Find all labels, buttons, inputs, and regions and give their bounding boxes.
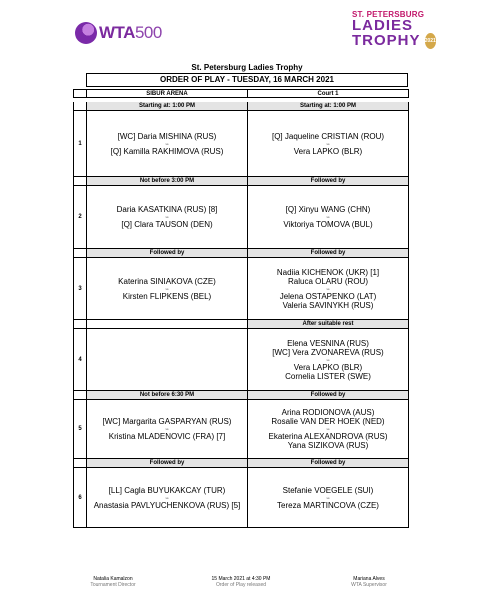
schedule-label: After suitable rest	[248, 320, 409, 329]
schedule-label-row	[73, 459, 409, 468]
player-name: Yana SIZIKOVA (RUS)	[287, 441, 369, 450]
schedule-label-row	[73, 177, 409, 186]
match-row	[73, 329, 409, 391]
footer-left-role: Tournament Director	[90, 582, 136, 588]
player-name: Ekaterina ALEXANDROVA (RUS)	[268, 432, 388, 441]
versus-label: vs	[326, 495, 330, 500]
match-row-number: 3	[73, 258, 87, 320]
versus-label: vs	[165, 427, 169, 431]
schedule-label-row	[73, 391, 409, 400]
player-name: [LL] Cagla BUYUKAKCAY (TUR)	[108, 485, 226, 495]
versus-label: vs	[165, 286, 169, 291]
player-name: [Q] Jaqueline CRISTIAN (ROU)	[271, 131, 385, 141]
match-row	[73, 468, 409, 528]
wta-logo-text: WTA	[99, 23, 135, 42]
match-row	[73, 400, 409, 459]
versus-label: vs	[326, 427, 330, 431]
schedule-label-row	[73, 102, 409, 111]
wta-logo-number: 500	[134, 23, 162, 42]
match-cell-sibur-arena	[87, 329, 248, 391]
schedule-label	[87, 320, 248, 329]
label-row-number-cell	[73, 102, 87, 111]
footer-right-role: WTA Supervisor	[351, 582, 387, 588]
player-name: Anastasia PAVLYUCHENKOVA (RUS) [5]	[93, 500, 241, 510]
match-cell-court-1	[248, 468, 409, 528]
wta-logo-icon	[75, 22, 97, 44]
player-name: Nadiia KICHENOK (UKR) [1]	[276, 267, 380, 277]
player-name: Stefanie VOEGELE (SUI)	[282, 485, 374, 495]
player-name: Rosalie VAN DER HOEK (NED)	[271, 417, 385, 426]
match-cell-court-1	[248, 111, 409, 177]
event-logo-line3: TROPHY	[352, 32, 421, 49]
match-row-number: 5	[73, 400, 87, 459]
court-header-sibur-arena: SIBUR ARENA	[87, 89, 248, 98]
label-row-number-cell	[73, 391, 87, 400]
player-name: [Q] Clara TAUSON (DEN)	[121, 220, 213, 229]
player-name: Vera LAPKO (BLR)	[293, 362, 363, 372]
schedule-label-row	[73, 320, 409, 329]
player-name: Jelena OSTAPENKO (LAT)	[279, 291, 377, 301]
player-name: [WC] Vera ZVONAREVA (RUS)	[272, 347, 384, 357]
wta-500-logo	[75, 18, 162, 48]
schedule-label: Followed by	[248, 249, 409, 258]
event-logo-line2: LADIES	[352, 17, 414, 34]
versus-label: vs	[165, 215, 169, 219]
player-name: [WC] Margarita GASPARYAN (RUS)	[102, 417, 232, 426]
row-number-header	[73, 89, 87, 98]
player-name: Cornelia LISTER (SWE)	[285, 371, 371, 381]
player-name: Elena VESNINA (RUS)	[287, 338, 369, 348]
player-name: Kirsten FLIPKENS (BEL)	[122, 291, 212, 301]
player-name: [WC] Daria MISHINA (RUS)	[117, 131, 217, 141]
match-row	[73, 111, 409, 177]
tournament-title: St. Petersburg Ladies Trophy	[191, 63, 303, 72]
footer-release-date: 15 March 2021 at 4:30 PM	[211, 576, 271, 582]
player-name: [Q] Xinyu WANG (CHN)	[285, 205, 371, 214]
match-row	[73, 258, 409, 320]
order-of-play-subtitle: ORDER OF PLAY - TUESDAY, 16 MARCH 2021	[86, 73, 408, 87]
player-name: Viktoriya TOMOVA (BUL)	[283, 220, 373, 229]
match-cell-sibur-arena	[87, 186, 248, 249]
label-row-number-cell	[73, 320, 87, 329]
event-logo-year-badge: 2021	[425, 33, 436, 49]
footer-release-note: Order of Play released	[215, 582, 267, 588]
match-cell-sibur-arena	[87, 258, 248, 320]
match-cell-court-1	[248, 258, 409, 320]
match-row-number: 2	[73, 186, 87, 249]
label-row-number-cell	[73, 249, 87, 258]
label-row-number-cell	[73, 177, 87, 186]
st-petersburg-ladies-trophy-logo	[352, 10, 436, 49]
schedule-label-row	[73, 249, 409, 258]
player-name: Katerina SINIAKOVA (CZE)	[118, 276, 216, 286]
schedule-label: Not before 6:30 PM	[87, 391, 248, 400]
versus-label: vs	[326, 357, 330, 362]
player-name: Daria KASATKINA (RUS) [8]	[116, 205, 218, 214]
match-row	[73, 186, 409, 249]
player-name: Arina RODIONOVA (AUS)	[281, 408, 375, 417]
match-cell-court-1	[248, 400, 409, 459]
event-logo-line1: ST. PETERSBURG	[352, 10, 425, 19]
match-cell-sibur-arena	[87, 111, 248, 177]
versus-label: vs	[326, 215, 330, 219]
order-of-play-grid	[73, 89, 409, 528]
footer-right-name: Mariana Alves	[353, 576, 385, 582]
player-name: Vera LAPKO (BLR)	[293, 146, 363, 156]
schedule-label: Not before 3:00 PM	[87, 177, 248, 186]
match-cell-court-1	[248, 329, 409, 391]
player-name: Valeria SAVINYKH (RUS)	[282, 300, 374, 310]
label-row-number-cell	[73, 459, 87, 468]
page-header	[0, 0, 492, 62]
versus-label: vs	[165, 141, 169, 146]
match-cell-sibur-arena	[87, 400, 248, 459]
player-name: Kristina MLADENOVIC (FRA) [7]	[108, 432, 226, 441]
footer-left-name: Natalia Kamalzon	[93, 576, 133, 582]
player-name: Tereza MARTINCOVA (CZE)	[277, 500, 379, 510]
schedule-label: Followed by	[87, 249, 248, 258]
court-header-row	[73, 89, 409, 98]
versus-label: vs	[326, 286, 330, 291]
schedule-label: Starting at: 1:00 PM	[87, 102, 248, 111]
schedule-label: Followed by	[248, 391, 409, 400]
match-cell-court-1	[248, 186, 409, 249]
schedule-label: Followed by	[248, 459, 409, 468]
match-row-number: 1	[73, 111, 87, 177]
schedule-label: Followed by	[248, 177, 409, 186]
versus-label: vs	[326, 141, 330, 146]
player-name: [Q] Kamilla RAKHIMOVA (RUS)	[110, 146, 224, 156]
schedule-label: Followed by	[87, 459, 248, 468]
match-row-number: 4	[73, 329, 87, 391]
match-row-number: 6	[73, 468, 87, 528]
court-header-court-1: Court 1	[248, 89, 409, 98]
schedule-label: Starting at: 1:00 PM	[248, 102, 409, 111]
player-name: Raluca OLARU (ROU)	[287, 276, 368, 286]
versus-label: vs	[165, 495, 169, 500]
match-cell-sibur-arena	[87, 468, 248, 528]
